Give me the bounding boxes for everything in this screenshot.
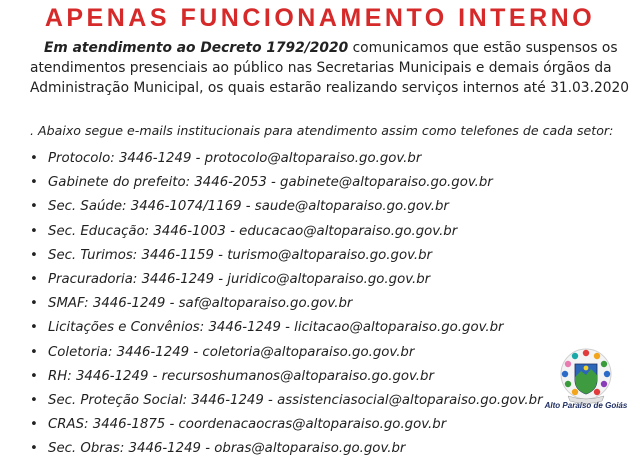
- contact-item: • Coletoria: 3446-1249 - coletoria@altoparaiso.go.gov.br: [30, 343, 543, 367]
- contact-item: • Sec. Obras: 3446-1249 - obras@altoparaiso.go.gov.br: [30, 439, 543, 463]
- contact-item: • Licitações e Convênios: 3446-1249 - licitacao@altoparaiso.go.gov.br: [30, 318, 543, 342]
- logo-shield: [575, 364, 597, 394]
- contact-item: • Gabinete do prefeito: 3446-2053 - gabinete@altoparaiso.go.gov.br: [30, 173, 543, 197]
- logo-name: Alto Paraíso de Goiás: [544, 401, 628, 410]
- contact-item: • Sec. Educação: 3446-1003 - educacao@altoparaiso.go.gov.br: [30, 222, 543, 246]
- contact-item: • Sec. Saúde: 3446-1074/1169 - saude@altoparaiso.go.gov.br: [30, 197, 543, 221]
- contact-item: • SMAF: 3446-1249 - saf@altoparaiso.go.gov.br: [30, 294, 543, 318]
- contact-item: • Protocolo: 3446-1249 - protocolo@altoparaiso.go.gov.br: [30, 149, 543, 173]
- page-title: APENAS FUNCIONAMENTO INTERNO: [44, 4, 596, 32]
- decree-reference: Em atendimento ao Decreto 1792/2020: [44, 40, 349, 56]
- intro-paragraph: [30, 38, 638, 98]
- municipal-coat-of-arms-icon: [538, 344, 634, 426]
- contact-list: [30, 149, 543, 463]
- contact-item: • CRAS: 3446-1875 - coordenacaocras@altoparaiso.go.gov.br: [30, 415, 543, 439]
- contact-item: • Sec. Proteção Social: 3446-1249 - assistenciasocial@altoparaiso.go.gov.br: [30, 391, 543, 415]
- contacts-intro: . Abaixo segue e-mails institucionais para atendimento assim como telefones de cada setor:: [30, 123, 614, 138]
- contact-item: • RH: 3446-1249 - recursoshumanos@altoparaiso.go.gov.br: [30, 367, 543, 391]
- contact-item: • Sec. Turimos: 3446-1159 - turismo@altoparaiso.go.gov.br: [30, 246, 543, 270]
- contact-item: • Pracuradoria: 3446-1249 - juridico@altoparaiso.go.gov.br: [30, 270, 543, 294]
- intro-body: comunicamos que estão suspensos os atendimentos presenciais ao público nas Secretarias Municipais e demais órgãos da Administração Municipal, os quais estarão realizando serviços internos até 31.03.2020: [30, 40, 630, 96]
